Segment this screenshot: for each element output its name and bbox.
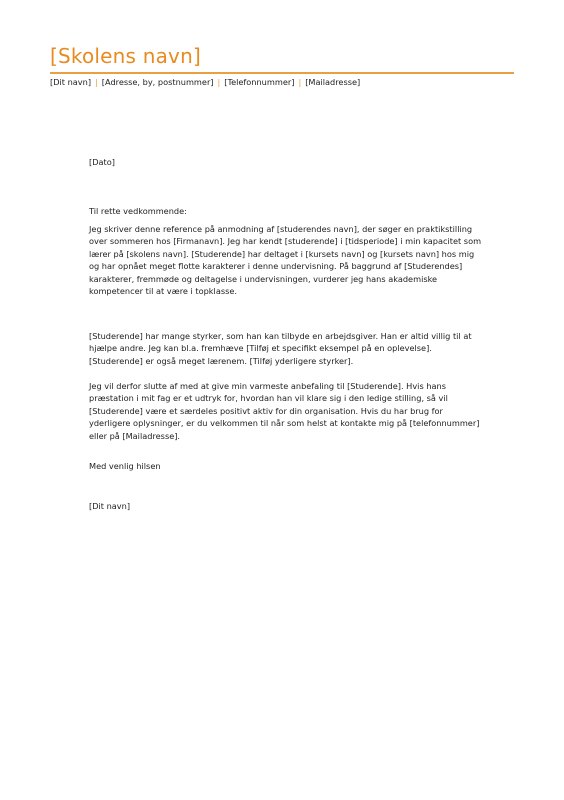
contact-phone: [Telefonnummer] [224,77,295,87]
contact-address: [Adresse, by, postnummer] [101,77,214,87]
letter-closing: Med venlig hilsen [89,461,161,471]
contact-separator: | [217,77,221,87]
letter-paragraph-1: Jeg skriver denne reference på anmodning af [studerendes navn], der søger en praktikstilling over sommeren hos [Firmanavn]. Jeg har kendt [studerende] i [tidsperiode] i min kapacitet som lærer på [skolens navn]. [Studerende] har deltaget i [kursets navn] og [kursets navn] hos mig og har opnået meget flotte karakterer i denne undervisning. På baggrund af [Studerendes] karakterer, fremmøde og deltagelse i undervisningen, vurderer jeg hans akademiske kompetencer til at være i topklasse. [89,224,482,297]
letter-paragraph-3: Jeg vil derfor slutte af med at give min varmeste anbefaling til [Studerende]. Hvis hans præstation i mit fag er et udtryk for, hvordan han vil klare sig i den ledige stilling, så vil [Studerende] være et særdeles positivt aktiv for din organisation. Hvis du har brug for yderligere oplysninger, er du velkommen til når som helst at kontakte mig på [telefonnummer] eller på [Mailadresse]. [89,381,480,441]
letter-paragraph-2: [Studerende] har mange styrker, som han kan tilbyde en arbejdsgiver. Han er altid villig til at hjælpe andre. Jeg kan bl.a. fremhæve [Tilføj et specifikt eksempel på en oplevelse]. [Studerende] er også meget lærenem. [Tilføj yderligere styrker]. [89,331,472,366]
header-divider [50,72,514,74]
contact-email: [Mailadresse] [305,77,361,87]
contact-line [50,77,360,87]
letter-date: [Dato] [89,157,115,167]
contact-separator: | [95,77,98,87]
school-name-heading: [Skolens navn] [50,44,201,68]
letter-signature: [Dit navn] [89,501,131,511]
letter-salutation: Til rette vedkommende: [89,206,187,216]
contact-name: [Dit navn] [50,77,92,87]
contact-separator: | [298,77,302,87]
